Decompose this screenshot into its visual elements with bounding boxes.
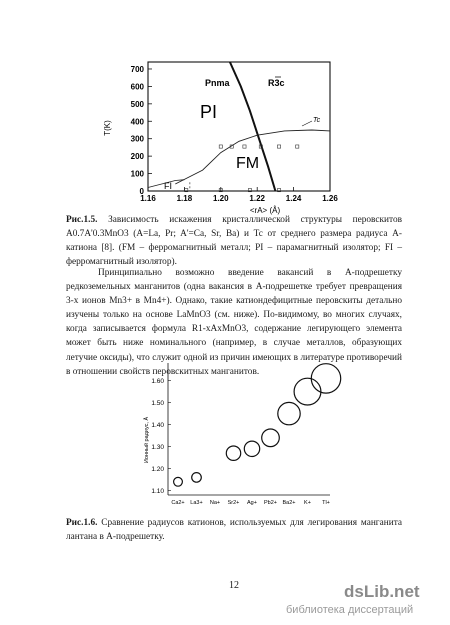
- fig1-y-tick-label: 400: [130, 117, 144, 127]
- fig1-y-tick-label: 0: [139, 187, 144, 196]
- fig1-x-axis-label: <rA> (Å): [249, 206, 281, 215]
- page-number: 12: [229, 580, 239, 591]
- fig1-data-point: [277, 145, 280, 148]
- fig2-y-tick-label: 1.20: [151, 466, 164, 474]
- fig2-category-label: Sr2+: [227, 500, 240, 506]
- fig2-radius-marker: [278, 402, 300, 424]
- fig2-radius-marker: [192, 473, 202, 483]
- fig2-y-tick-label: 1.10: [151, 488, 164, 496]
- watermark-brand-text: dsLib.net: [344, 582, 420, 601]
- fig1-data-point: [296, 145, 299, 148]
- fig2-radius-marker: [311, 364, 340, 393]
- fig1-y-tick-label: 700: [130, 64, 144, 74]
- fig1-region-fm: FM: [236, 155, 260, 172]
- fig2-category-label: Tl+: [322, 500, 330, 506]
- fig1-region-fi: FI: [164, 181, 172, 191]
- fig1-tc-leader: [302, 121, 312, 126]
- fig2-category-label: K+: [304, 500, 311, 506]
- fig1-x-tick-label: 1.16: [140, 194, 156, 203]
- fig2-y-tick-label: 1.40: [151, 422, 164, 430]
- fig2-category-label: Ba2+: [282, 500, 296, 506]
- fig2-y-tick-label: 1.50: [151, 400, 164, 408]
- fig1-region-pi: PI: [200, 102, 218, 122]
- fig2-category-label: La3+: [190, 500, 203, 506]
- fig1-x-tick-label: 1.22: [249, 194, 265, 203]
- fig1-x-tick-label: 1.24: [285, 194, 302, 203]
- fig1-caption-label: Рис.1.5.: [66, 215, 98, 225]
- fig1-data-point: [219, 145, 222, 148]
- fig2-radius-marker: [174, 477, 183, 486]
- fig2-y-axis-label: Ионный радиус, Å: [144, 416, 150, 464]
- fig1-y-tick-label: 300: [130, 134, 144, 144]
- fig1-y-axis-label: T(K): [103, 120, 112, 136]
- fig2-radius-marker: [226, 446, 240, 460]
- fig2-radius-marker: [244, 441, 259, 456]
- fig1-caption-text: Зависимость искажения кристаллической структуры перовскитов A0.7A'0.3MnO3 (A=La, Pr; A'=Ca, Sr, Ba) и Tc от среднего размера радиуса A-катиона [8]. (FM – ферромагнитный металл; PI – парамагнитный изолятор; FI – ферромагнитный изолятор).: [66, 215, 402, 268]
- fig2-radius-marker: [294, 378, 321, 405]
- watermark-tagline: библиотека диссертаций: [286, 604, 414, 616]
- fig1-x-tick-label: 1.26: [322, 194, 338, 203]
- fig1-y-tick-label: 200: [130, 152, 144, 162]
- fig1-tc-label: Tc: [313, 117, 321, 124]
- fig1-x-tick-label: 1.18: [176, 194, 193, 203]
- fig2-category-label: Na+: [209, 500, 221, 506]
- fig1-x-tick-label: 1.20: [213, 194, 229, 203]
- fig2-category-label: Ag+: [247, 500, 257, 506]
- fig1-phase-r3c: R3c: [268, 78, 285, 88]
- fig1-data-point: [243, 145, 246, 148]
- fig2-y-tick-label: 1.30: [151, 444, 164, 452]
- figure-1-5-caption: [66, 213, 402, 269]
- fig1-y-tick-label: 600: [130, 82, 144, 92]
- figure-1-5-phase-diagram: [0, 0, 450, 225]
- fig2-caption-label: Рис.1.6.: [66, 518, 98, 528]
- fig2-category-label: Pb2+: [264, 500, 277, 506]
- fig1-phase-pnma: Pnma: [205, 78, 230, 88]
- watermark-brand: [344, 582, 420, 602]
- fig1-y-tick-label: 500: [130, 99, 144, 109]
- fig1-y-tick-label: 100: [130, 169, 144, 179]
- fig2-caption-text: Сравнение радиусов катионов, используемых для легирования манганита лантана в А-подрешетку.: [66, 518, 402, 543]
- figure-1-6-ionic-radii-chart: [0, 355, 450, 515]
- fig2-radius-marker: [262, 429, 280, 447]
- body-text: Принципиально возможно введение вакансий в А-подрешетку редкоземельных манганитов (одна вакансия в А-подрешетке требует превращения 3-х ионов Mn3+ в Mn4+). Однако, такие катиондефицитные перовскиты детально изучены только на основе LaMnO3 (см. ниже). По-видимому, во многих случаях, когда записывается формула R1-xAxMnO3, содержание легирующего элемента может быть ниже номинального (например, в случае металлов, образующих летучие оксиды), что служит одной из причин имеющих в литературе противоречий в отношении свойств перовскитных манганитов.: [66, 268, 402, 377]
- fig2-y-tick-label: 1.60: [151, 378, 164, 386]
- fig2-category-label: Ca2+: [171, 500, 185, 506]
- figure-1-6-caption: [66, 516, 402, 544]
